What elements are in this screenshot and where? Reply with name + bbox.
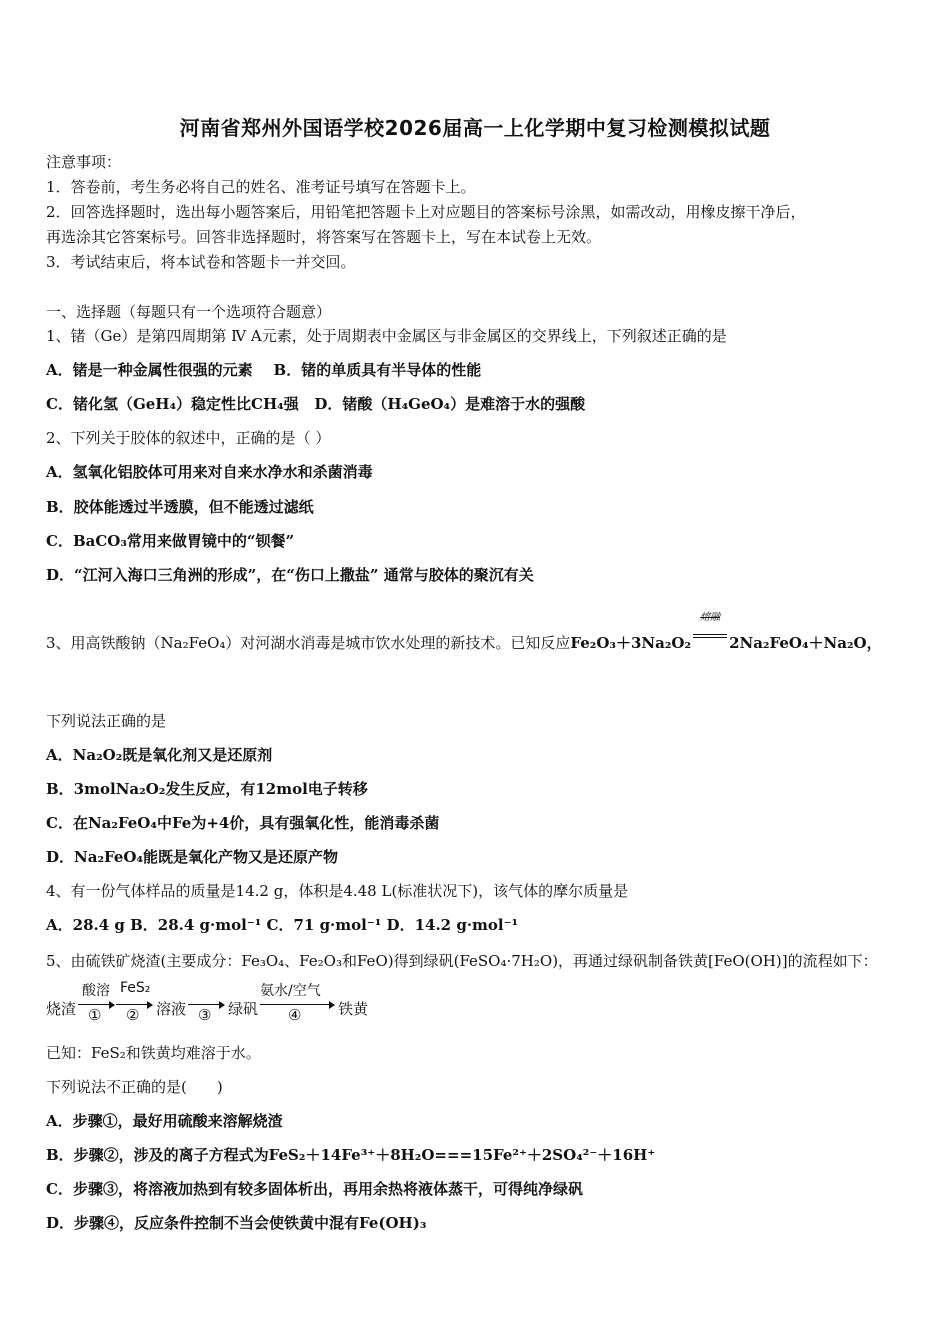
q3-stem-text: 3、用高铁酸钠（Na₂FeO₄）对河湖水消毒是城市饮水处理的新技术。已知反应 (46, 634, 571, 652)
flow-reagent: FeS₂ (120, 980, 151, 996)
q4-stem: 4、有一份气体样品的质量是14.2 g，体积是4.48 L(标准状况下)，该气体的摩尔质量是 (46, 882, 629, 900)
q4-options[interactable]: A．28.4 g B．28.4 g·mol⁻¹ C．71 g·mol⁻¹ D．14.2 g·mol⁻¹ (46, 916, 519, 934)
q3-option-a[interactable]: A．Na₂O₂既是氧化剂又是还原剂 (46, 746, 273, 764)
q3-option-d[interactable]: D．Na₂FeO₄能既是氧化产物又是还原产物 (46, 848, 339, 866)
q2-option-b[interactable]: B．胶体能透过半透膜，但不能透过滤纸 (46, 498, 314, 516)
q1-option-d[interactable]: D．锗酸（H₄GeO₄）是难溶于水的强酸 (314, 395, 586, 413)
flow-node: 绿矾 (228, 1000, 259, 1018)
q3-option-b[interactable]: B．3molNa₂O₂发生反应，有12mol电子转移 (46, 780, 368, 798)
q2-option-a[interactable]: A．氢氧化铝胶体可用来对自来水净水和杀菌消毒 (46, 463, 373, 481)
q5-option-c[interactable]: C．步骤③，将溶液加热到有较多固体析出，再用余热将液体蒸干，可得纯净绿矾 (46, 1180, 583, 1198)
notice-item: 再选涂其它答案标号。回答非选择题时，将答案写在答题卡上，写在本试卷上无效。 (46, 228, 602, 246)
q5-stem: 5、由硫铁矿烧渣(主要成分：Fe₃O₄、Fe₂O₃和FeO)得到绿矾(FeSO₄·7H₂O)，再通过绿矾制备铁黄[FeO(OH)]的流程如下： (46, 952, 878, 970)
flow-step: ② (126, 1006, 140, 1024)
notice-item: 3．考试结束后，将本试卷和答题卡一并交回。 (46, 253, 356, 271)
q3-equation-left: Fe₂O₃＋3Na₂O₂ (570, 634, 692, 652)
q5-option-d[interactable]: D．步骤④，反应条件控制不当会使铁黄中混有Fe(OH)₃ (46, 1214, 427, 1232)
flow-reagent: 氨水/空气 (260, 983, 321, 999)
q5-option-b[interactable]: B．步骤②，涉及的离子方程式为FeS₂＋14Fe³⁺＋8H₂O===15Fe²⁺＋2SO₄²⁻＋16H⁺ (46, 1146, 656, 1164)
q1-option-c[interactable]: C．锗化氢（GeH₄）稳定性比CH₄强 (46, 395, 299, 413)
flow-reagent: 酸溶 (82, 983, 110, 999)
flow-arrow (188, 1004, 224, 1005)
page-title: 河南省郑州外国语学校2026届高一上化学期中复习检测模拟试题 (179, 116, 771, 140)
section-heading: 一、选择题（每题只有一个选项符合题意） (46, 303, 332, 321)
q3-lead: 下列说法正确的是 (46, 712, 167, 730)
flow-step: ④ (288, 1006, 302, 1024)
flow-arrow (116, 1004, 152, 1005)
q2-option-c[interactable]: C．BaCO₃常用来做胃镜中的“钡餐” (46, 532, 295, 550)
q5-lead: 下列说法不正确的是( ) (46, 1078, 223, 1096)
q5-known: 已知：FeS₂和铁黄均难溶于水。 (46, 1044, 261, 1062)
flow-node: 铁黄 (338, 1000, 369, 1018)
q1-options-ab (46, 360, 481, 380)
q1-option-a[interactable]: A．锗是一种金属性很强的元素 (46, 361, 253, 379)
q2-option-d[interactable]: D．“江河入海口三角洲的形成”，在“伤口上撒盐” 通常与胶体的聚沉有关 (46, 566, 534, 584)
q5-option-a[interactable]: A．步骤①，最好用硫酸来溶解烧渣 (46, 1112, 283, 1130)
flow-arrow (78, 1004, 114, 1005)
q1-stem: 1、锗（Ge）是第四周期第 Ⅳ A元素，处于周期表中金属区与非金属区的交界线上，下列叙述正确的是 (46, 327, 727, 345)
q3-stem (46, 612, 882, 653)
notice-item: 2．回答选择题时，选出每小题答案后，用铅笔把答题卡上对应题目的答案标号涂黑，如需改动，用橡皮擦干净后， (46, 203, 806, 221)
flow-step: ③ (198, 1006, 212, 1024)
flow-step: ① (88, 1006, 102, 1024)
q2-stem: 2、下列关于胶体的叙述中，正确的是（ ） (46, 429, 331, 447)
notice-heading: 注意事项： (46, 153, 122, 171)
flow-arrow (260, 1004, 334, 1005)
flow-node: 烧渣 (46, 1000, 77, 1018)
flow-node: 溶液 (156, 1000, 187, 1018)
q1-options-cd (46, 394, 585, 414)
reaction-condition: 熔融 (700, 612, 721, 623)
notice-item: 1．答卷前，考生务必将自己的姓名、准考证号填写在答题卡上。 (46, 178, 476, 196)
q3-equation-right: 2Na₂FeO₄＋Na₂O， (729, 634, 882, 652)
process-flow-diagram (46, 980, 446, 1028)
q3-option-c[interactable]: C．在Na₂FeO₄中Fe为+4价，具有强氧化性，能消毒杀菌 (46, 814, 440, 832)
q1-option-b[interactable]: B．锗的单质具有半导体的性能 (273, 361, 482, 379)
equation-arrow (693, 612, 727, 652)
